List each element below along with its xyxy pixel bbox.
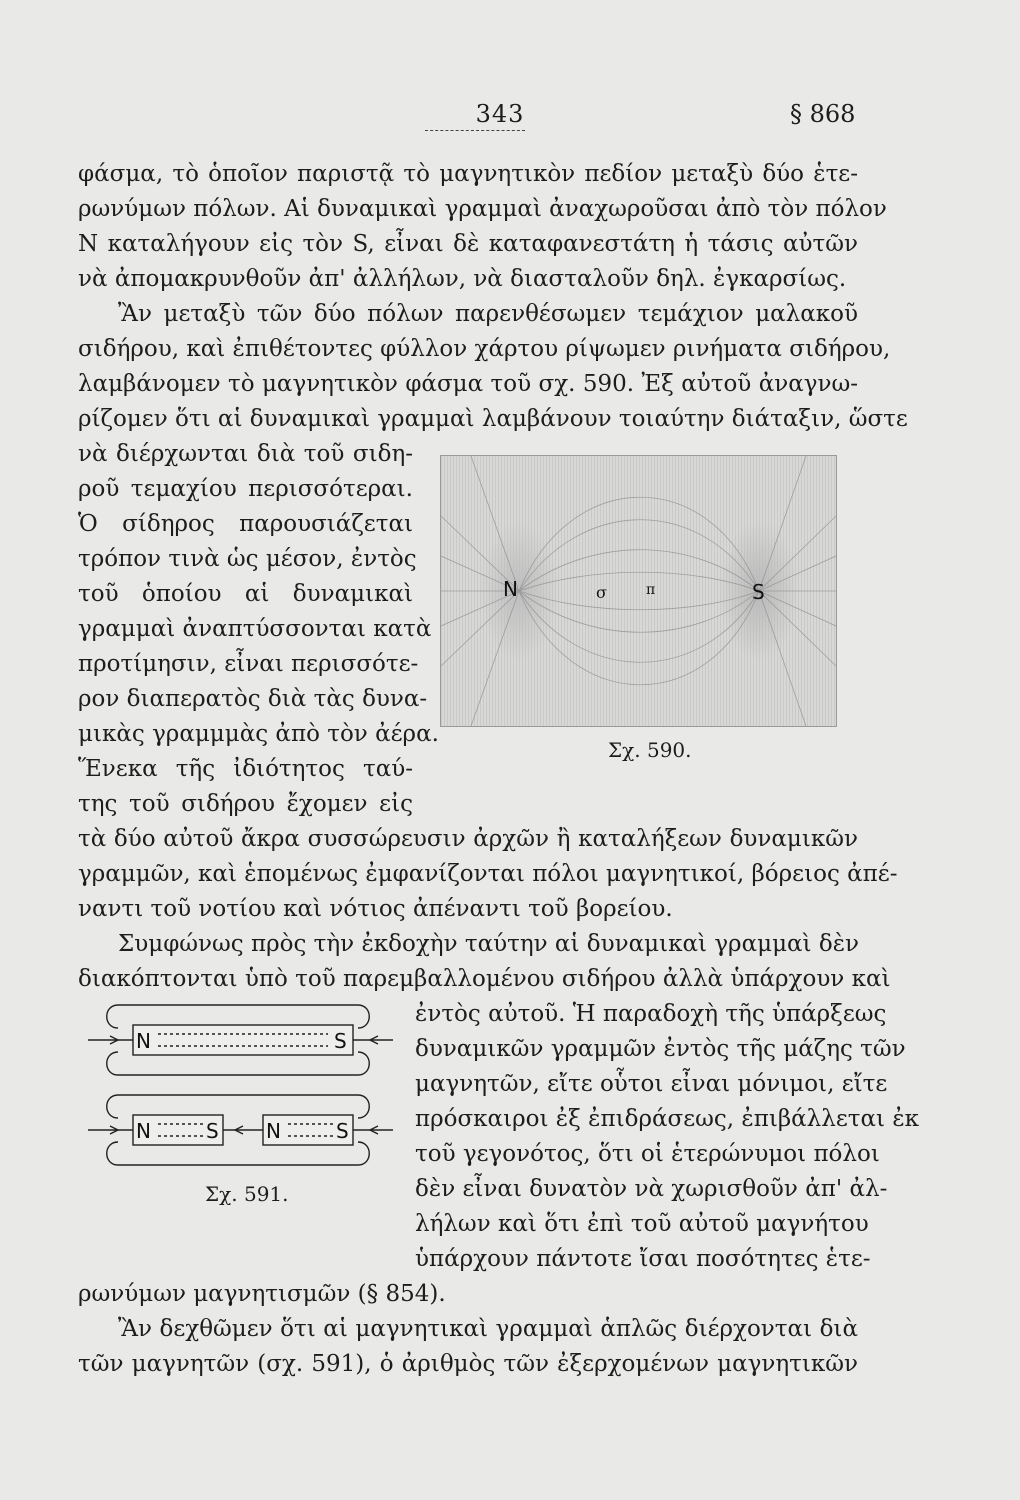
text-line: τοῦ ὁποίου αἱ δυναμικαὶ [78, 581, 413, 607]
text-line: Συμφώνως πρὸς τὴν ἐκδοχὴν ταύτην αἱ δυναμικαὶ γραμμαὶ δὲν [118, 931, 860, 957]
text-line: ρον διαπερατὸς διὰ τὰς δυνα- [78, 686, 428, 712]
text-line: ρίζομεν ὅτι αἱ δυναμικαὶ γραμμαὶ λαμβάνουν τοιαύτην διάταξιν, ὥστε [78, 406, 908, 432]
text-line: Ὁ σίδηρος παρουσιάζεται [78, 511, 413, 537]
field-lines-graphic [441, 456, 836, 726]
figure-590-magnetic-spectrum [440, 455, 837, 727]
label-S: S [752, 580, 765, 604]
text-line: Ἂν μεταξὺ τῶν δύο πόλων παρενθέσωμεν τεμάχιον μαλακοῦ [118, 301, 858, 327]
text-line: λαμβάνομεν τὸ μαγνητικὸν φάσμα τοῦ σχ. 590. Ἐξ αὐτοῦ ἀναγνω- [78, 371, 858, 397]
text-line: ὑπάρχουν πάντοτε ἴσαι ποσότητες ἑτε- [415, 1246, 871, 1272]
text-line: ρωνύμων πόλων. Αἱ δυναμικαὶ γραμμαὶ ἀναχωροῦσαι ἀπὸ τὸν πόλον [78, 196, 887, 222]
bottom-left-N: N [136, 1119, 151, 1143]
top-label-S: S [334, 1029, 347, 1053]
figure-590-caption: Σχ. 590. [608, 738, 692, 762]
header-rule [425, 130, 525, 131]
label-N: N [503, 577, 518, 601]
text-line: μαγνητῶν, εἴτε οὗτοι εἶναι μόνιμοι, εἴτε [415, 1071, 888, 1097]
text-line: Ἂν δεχθῶμεν ὅτι αἱ μαγνητικαὶ γραμμαὶ ἁπλῶς διέρχονται διὰ [118, 1316, 858, 1342]
text-line: διακόπτονται ὑπὸ τοῦ παρεμβαλλομένου σιδήρου ἀλλὰ ὑπάρχουν καὶ [78, 966, 891, 992]
text-line: φάσμα, τὸ ὁποῖον παριστᾷ τὸ μαγνητικὸν πεδίον μεταξὺ δύο ἑτε- [78, 161, 858, 187]
text-line: ἐντὸς αὐτοῦ. Ἡ παραδοχὴ τῆς ὑπάρξεως [415, 1001, 887, 1027]
bottom-right-N: N [266, 1119, 281, 1143]
text-line: ρωνύμων μαγνητισμῶν (§ 854). [78, 1281, 446, 1307]
text-line: τρόπον τινὰ ὡς μέσον, ἐντὸς [78, 546, 417, 572]
label-sigma: σ [596, 583, 607, 602]
magnet-bar-top [133, 1025, 353, 1055]
label-pi: π [646, 582, 656, 598]
text-line: τῶν μαγνητῶν (σχ. 591), ὁ ἀριθμὸς τῶν ἐξερχομένων μαγνητικῶν [78, 1351, 858, 1377]
text-line: τοῦ γεγονότος, ὅτι οἱ ἑτερώνυμοι πόλοι [415, 1141, 880, 1167]
bottom-right-S: S [336, 1119, 349, 1143]
magnets-graphic [88, 990, 398, 1185]
text-line: πρόσκαιροι ἐξ ἐπιδράσεως, ἐπιβάλλεται ἐκ [415, 1106, 920, 1132]
section-number: § 868 [790, 100, 856, 128]
text-line: νὰ διέρχωνται διὰ τοῦ σιδη- [78, 441, 413, 467]
page-number: 343 [475, 100, 525, 128]
text-line: γραμμῶν, καὶ ἑπομένως ἐμφανίζονται πόλοι μαγνητικοί, βόρειος ἀπέ- [78, 861, 898, 887]
text-line: νὰ ἀπομακρυνθοῦν ἀπ' ἀλλήλων, νὰ διασταλοῦν δηλ. ἐγκαρσίως. [78, 266, 847, 292]
text-line: N καταλήγουν εἰς τὸν S, εἶναι δὲ καταφανεστάτη ἡ τάσις αὐτῶν [78, 231, 858, 257]
text-line: δὲν εἶναι δυνατὸν νὰ χωρισθοῦν ἀπ' ἀλ- [415, 1176, 888, 1202]
bottom-left-S: S [206, 1119, 219, 1143]
text-line: σιδήρου, καὶ ἐπιθέτοντες φύλλον χάρτου ρίψωμεν ρινήματα σιδήρου, [78, 336, 891, 362]
text-line: Ἕνεκα τῆς ἰδιότητος ταύ- [78, 756, 413, 782]
figure-591-magnets-diagram [88, 990, 398, 1185]
top-label-N: N [136, 1029, 151, 1053]
text-line: ροῦ τεμαχίου περισσότεραι. [78, 476, 413, 502]
text-line: ναντι τοῦ νοτίου καὶ νότιος ἀπέναντι τοῦ βορείου. [78, 896, 673, 922]
text-line: της τοῦ σιδήρου ἔχομεν εἰς [78, 791, 413, 817]
text-line: γραμμαὶ ἀναπτύσσονται κατὰ [78, 616, 432, 642]
text-line: μικὰς γραμμμὰς ἀπὸ τὸν ἀέρα. [78, 721, 439, 747]
figure-591-caption: Σχ. 591. [205, 1182, 289, 1206]
text-line: προτίμησιν, εἶναι περισσότε- [78, 651, 419, 677]
text-line: δυναμικῶν γραμμῶν ἐντὸς τῆς μάζης τῶν [415, 1036, 906, 1062]
text-line: τὰ δύο αὐτοῦ ἄκρα συσσώρευσιν ἀρχῶν ἢ καταλήξεων δυναμικῶν [78, 826, 858, 852]
text-line: λήλων καὶ ὅτι ἐπὶ τοῦ αὐτοῦ μαγνήτου [415, 1211, 869, 1237]
